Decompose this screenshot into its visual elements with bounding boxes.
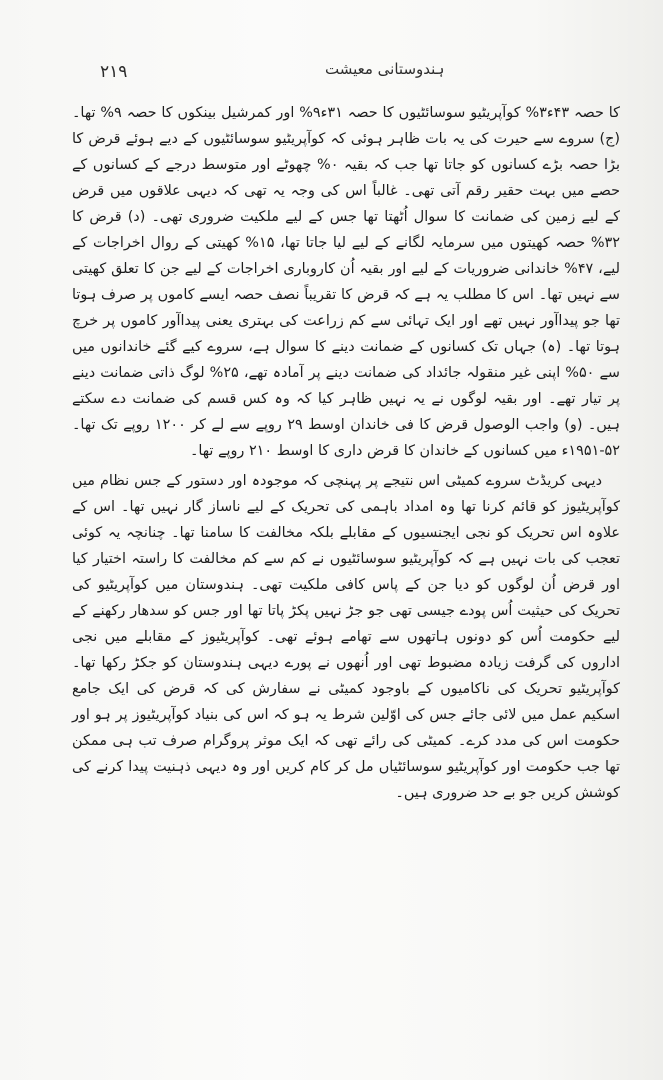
body-text — [72, 100, 620, 806]
running-head: ہندوستانی معیشت — [325, 60, 445, 78]
page-header — [80, 58, 610, 88]
paragraph: دیہی کریڈٹ سروے کمیٹی اس نتیجے پر پہنچی کہ موجودہ اور دستور کے جس نظام میں کوآپریٹیوز کو قائم کرنا تھا وہ امداد باہمی کی تحریک کے لیے ناساز گار نہیں تھا۔ اس کے علاوہ اس تحریک کو نجی ایجنسیوں کے مقابلے بلکہ مخالفت کا سامنا تھا۔ چنانچہ یہ کوئی تعجب کی بات نہیں ہے کہ کوآپریٹیو سوسائٹیوں نے کم سے کم مخالفت کا راستہ اختیار کیا اور قرض اُن لوگوں کو دیا جن کے پاس کافی ملکیت تھی۔ ہندوستان میں کوآپریٹیو کی تحریک کی حیثیت اُس پودے جیسی تھی جو جڑ نہیں پکڑ پاتا تھا اور جس کو سدھار رکھنے کے لیے حکومت اُس کو دونوں ہاتھوں سے تھامے ہوئے تھی۔ کوآپریٹیوز کے مقابلے میں نجی اداروں کی گرفت زیادہ مضبوط تھی اور اُنھوں نے پورے دیہی ہندوستان کو جکڑ رکھا تھا۔ کوآپریٹیو تحریک کی ناکامیوں کے باوجود کمیٹی نے سفارش کی کہ قرض کی ایک جامع اسکیم عمل میں لائی جائے جس کی اوّلین شرط یہ ہو کہ اس کی بنیاد کوآپریٹیوز پر ہو اور حکومت اس کی مدد کرے۔ کمیٹی کی رائے تھی کہ ایک موثر پروگرام صرف تب ہی ممکن تھا جب حکومت اور کوآپریٹیو سوسائٹیاں مل کر کام کریں اور وہ دیہی ذہنیت پیدا کرنے کی کوشش کریں جو بے حد ضروری ہیں۔ — [72, 473, 620, 801]
paragraph: کا حصہ ۴۳ء۳% کوآپریٹیو سوسائٹیوں کا حصہ ۳۱ء۹% اور کمرشیل بینکوں کا حصہ ۹% تھا۔ (ج) سروے سے حیرت کی یہ بات ظاہر ہوئی کہ کوآپریٹیو سوسائٹیوں کے دیے ہوئے قرض کا بڑا حصہ بڑے کسانوں کو جاتا تھا جب کہ بقیہ ۰% چھوٹے اور متوسط درجے کے کسانوں کے حصے میں بہت حقیر رقم آتی تھی۔ غالباً اس کی وجہ یہ تھی کہ دیہی علاقوں میں قرض کے لیے زمین کی ضمانت کا سوال اُٹھتا تھا جس کے لیے ملکیت ضروری تھی۔ (د) قرض کا ۳۲% حصہ کھیتوں میں سرمایہ لگانے کے لیے لیا جاتا تھا، ۱۵% کھیتی کے روال اخراجات کے لیے، ۴۷% خاندانی ضروریات کے لیے اور بقیہ اُن کاروباری اخراجات کے لیے جن کا تعلق کھیتی سے نہیں تھا۔ اس کا مطلب یہ ہے کہ قرض کا تقریباً نصف حصہ ایسے کاموں پر صرف ہوتا تھا جو پیداآور نہیں تھے اور ایک تہائی سے کم زراعت کی بہتری یعنی پیداآور کاموں پر خرچ ہوتا تھا۔ (ہ) جہاں تک کسانوں کے ضمانت دینے کا سوال ہے، سروے کیے گئے خاندانوں میں سے ۵۰% اپنی غیر منقولہ جائداد کی ضمانت دینے پر آمادہ تھے، ۲۵% لوگ ذاتی ضمانت دینے پر تیار تھے۔ اور بقیہ لوگوں نے یہ نہیں ظاہر کیا کہ وہ کس قسم کی ضمانت دے سکتے ہیں۔ (و) واجب الوصول قرض کا فی خاندان اوسط ۲۹ روپے سے لے کر ۱۲۰۰ روپے تک تھا۔ ۵۲-۱۹۵۱ء میں کسانوں کے خاندان کا قرض داری کا اوسط ۲۱۰ روپے تھا۔ — [72, 105, 620, 459]
page-number: ۲۱۹ — [100, 62, 128, 82]
